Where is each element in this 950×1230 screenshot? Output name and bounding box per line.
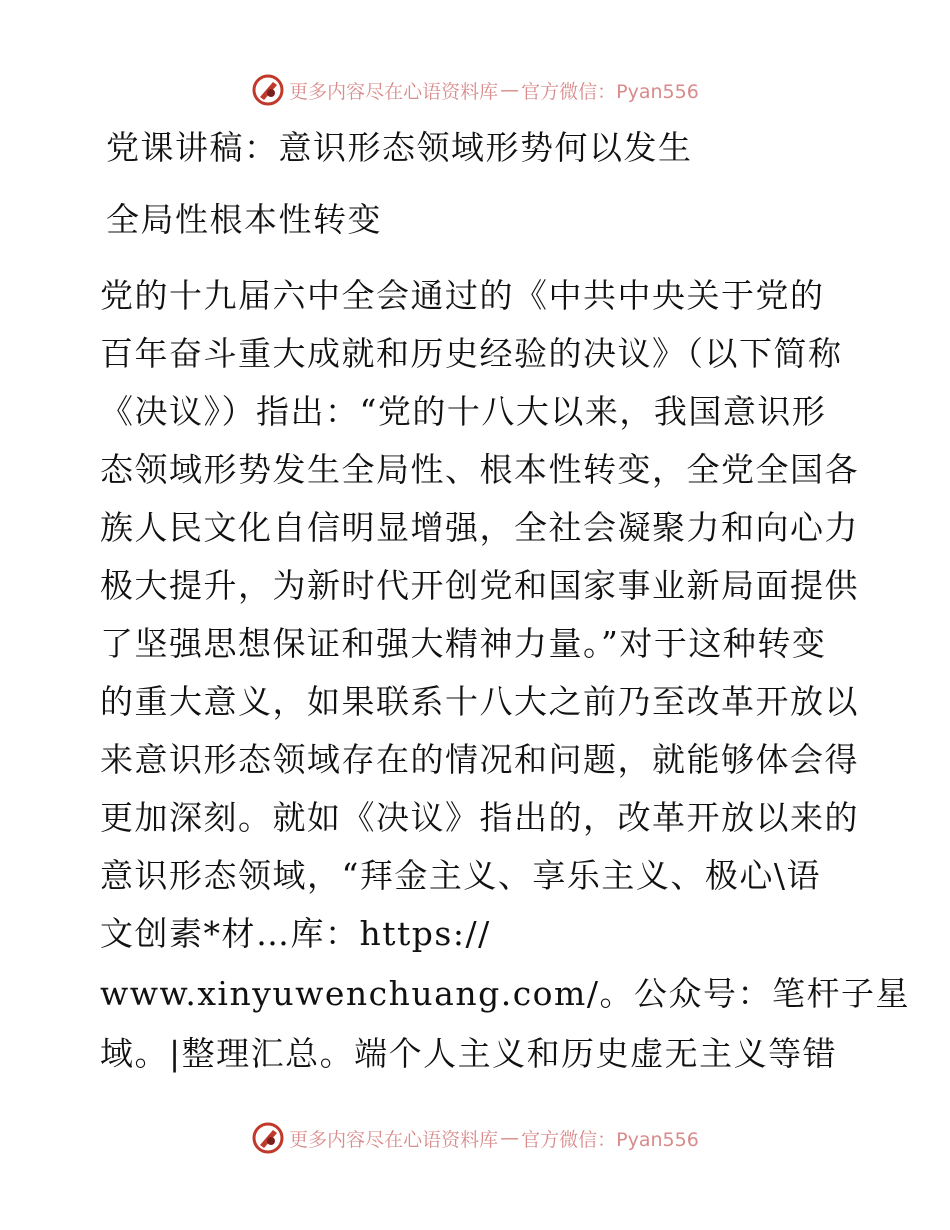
body-line: 意识形态领域，“拜金主义、享乐主义、极心\语 <box>100 856 821 895</box>
footer-watermark-banner <box>0 1118 950 1158</box>
body-line: www.xinyuwenchuang.com/。公众号：笔杆子星 <box>100 974 910 1013</box>
banner-separator: — <box>500 1127 520 1149</box>
banner-contact: 官方微信：Pyan556 <box>521 1128 699 1151</box>
document-title-line-2: 全局性根本性转变 <box>106 200 382 239</box>
body-line: 态领域形势发生全局性、根本性转变，全党全国各 <box>100 450 859 489</box>
banner-contact: 官方微信：Pyan556 <box>521 80 699 103</box>
body-line: 来意识形态领域存在的情况和问题，就能够体会得 <box>100 740 859 779</box>
pen-logo-icon <box>251 1121 285 1155</box>
body-line: 极大提升，为新时代开创党和国家事业新局面提供 <box>100 566 859 605</box>
body-line: 百年奋斗重大成就和历史经验的决议》（以下简称 <box>100 334 843 373</box>
body-line: 的重大意义，如果联系十八大之前乃至改革开放以 <box>100 682 859 721</box>
pen-logo-icon <box>251 73 285 107</box>
banner-separator: — <box>500 79 520 101</box>
body-line: 更加深刻。就如《决议》指出的，改革开放以来的 <box>100 798 859 837</box>
body-line: 域。|整理汇总。端个人主义和历史虚无主义等错 <box>100 1034 838 1073</box>
body-line: 文创素*材…库：https:// <box>100 914 491 953</box>
header-watermark-banner <box>0 70 950 110</box>
banner-text: 更多内容尽在心语资料库 <box>289 80 499 103</box>
body-line: 了坚强思想保证和强大精神力量。”对于这种转变 <box>100 624 827 663</box>
body-line: 《决议》）指出：“党的十八大以来，我国意识形 <box>100 392 827 431</box>
body-line: 党的十九届六中全会通过的《中共中央关于党的 <box>100 276 825 315</box>
document-title-line-1: 党课讲稿：意识形态领域形势何以发生 <box>106 128 693 167</box>
banner-text: 更多内容尽在心语资料库 <box>289 1128 499 1151</box>
body-line: 族人民文化自信明显增强，全社会凝聚力和向心力 <box>100 508 859 547</box>
